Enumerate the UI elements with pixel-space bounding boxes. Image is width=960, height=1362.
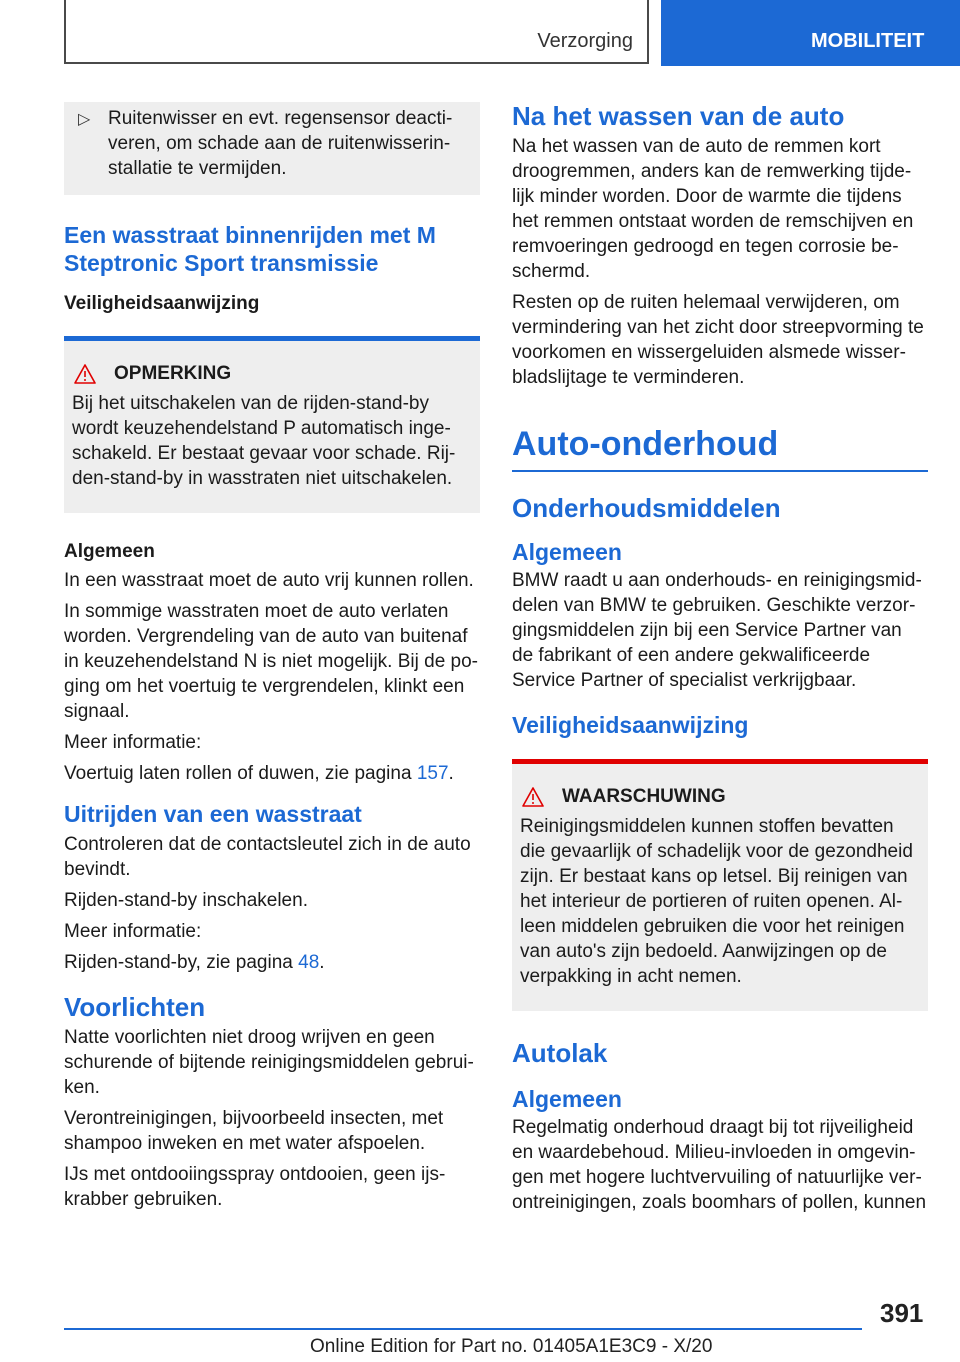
paragraph: Meer informatie:: [64, 732, 202, 753]
footer-edition: Online Edition for Part no. 01405A1E3C9 - X/20: [310, 1336, 713, 1357]
paragraph-with-link: Rijden-stand-by, zie pagina 48.: [64, 952, 325, 973]
header-section-box: [64, 0, 649, 64]
left-column: [64, 102, 480, 1218]
paragraph: Rijden-stand-by inschakelen.: [64, 890, 308, 911]
right-column: [512, 100, 928, 1221]
heading-auto-onderhoud: Auto-onderhoud: [512, 425, 779, 463]
heading-na-wassen: Na het wassen van de auto: [512, 101, 845, 131]
warning-text: Reinigingsmiddelen kunnen stoffen bevatten die gevaarlijk of schadelijk voor de gezondheid zijn. Er bestaat kans op letsel. Bij reinigen van het interieur de portieren of ruiten openen. Al-leen middelen gebruiken die voor het reinigen van auto's zijn bedoeld. Aanwijzingen op de verpakking in acht nemen.: [520, 816, 913, 987]
paragraph: Regelmatig onderhoud draagt bij tot rijveiligheid en waardebehoud. Milieu-invloeden in omgevin-gen met hogere luchtvervuiling of natuurlijke ver-ontreinigingen, zoals boomhars of pollen, kunnen: [512, 1117, 927, 1213]
heading-onderhoudsmiddelen: Onderhoudsmiddelen: [512, 493, 781, 523]
safety-label: Veiligheidsaanwijzing: [64, 293, 260, 314]
warning-triangle-icon: [74, 364, 96, 384]
reference-text: Rijden-stand-by, zie pagina: [64, 952, 299, 973]
heading-algemeen: Algemeen: [512, 1086, 622, 1112]
page-number: 391: [880, 1298, 924, 1328]
paragraph-with-link: Voertuig laten rollen of duwen, zie pagina 157.: [64, 763, 454, 784]
step-text: Ruitenwisser en evt. regensensor deacti-veren, om schade aan de ruitenwisserin-stallatie te vermijden.: [108, 108, 453, 179]
warning-header: [520, 786, 920, 808]
footer-rule: [64, 1328, 862, 1330]
warning-title: WAARSCHUWING: [562, 786, 726, 807]
paragraph: Resten op de ruiten helemaal verwijderen, om vermindering van het zicht door streepvorming te voorkomen en wissergeluiden alsmede wisser-bladslijtage te verminderen.: [512, 292, 924, 388]
instruction-step: [64, 102, 480, 195]
warning-triangle-icon: [522, 787, 544, 807]
page-link-157[interactable]: 157: [416, 763, 449, 784]
paragraph: In een wasstraat moet de auto vrij kunnen rollen.: [64, 570, 474, 591]
notice-box: [64, 336, 480, 513]
heading-voorlichten: Voorlichten: [64, 992, 206, 1022]
warning-box: [512, 759, 928, 1011]
paragraph: Natte voorlichten niet droog wrijven en geen schurende of bijtende reinigingsmiddelen gebrui-ken.: [64, 1027, 474, 1098]
paragraph: Verontreinigingen, bijvoorbeeld insecten, met shampoo inweken en met water afspoelen.: [64, 1108, 444, 1154]
heading-algemeen: Algemeen: [512, 539, 622, 565]
paragraph: Meer informatie:: [64, 921, 202, 942]
header-section-title: Verzorging: [537, 30, 633, 52]
heading-wasstraat: Een wasstraat binnenrijden met M Steptronic Sport transmissie: [64, 222, 436, 276]
paragraph: In sommige wasstraten moet de auto verlaten worden. Vergrendeling van de auto van buitenaf in keuzehendelstand N is niet mogelijk. Bij de po-ging om het voertuig te vergrendelen, klinkt een signaal.: [64, 601, 479, 722]
paragraph: BMW raadt u aan onderhouds- en reinigingsmid-delen van BMW te gebruiken. Geschikte verzor-gingsmiddelen zijn bij een Service Partner van de fabrikant of een andere gekwalificeerde Service Partner of specialist verkrijgbaar.: [512, 570, 922, 691]
algemeen-label: Algemeen: [64, 541, 155, 562]
notice-text: Bij het uitschakelen van de rijden-stand-by wordt keuzehendelstand P automatisch inge-schakeld. Er bestaat gevaar voor schade. Rij-den-stand-by in wasstraten niet uitschakelen.: [72, 393, 456, 489]
header-chapter-tab[interactable]: MOBILITEIT: [661, 0, 960, 66]
paragraph: Controleren dat de contactsleutel zich in de auto bevindt.: [64, 834, 471, 880]
reference-text: Voertuig laten rollen of duwen, zie pagina: [64, 763, 417, 784]
notice-title: OPMERKING: [114, 363, 232, 384]
paragraph: IJs met ontdooiingsspray ontdooien, geen ijs-krabber gebruiken.: [64, 1164, 446, 1210]
heading-veiligheid: Veiligheidsaanwijzing: [512, 712, 749, 738]
paragraph: Na het wassen van de auto de remmen kort droogremmen, anders kan de remwerking tijde-lijk minder worden. Door de warmte die tijdens het remmen ontstaat worden de remschijven en remvoeringen gedroogd en tegen corrosie be-schermd.: [512, 136, 914, 282]
heading-autolak: Autolak: [512, 1038, 608, 1068]
page-link-48[interactable]: 48: [298, 952, 320, 973]
step-triangle-icon: ▷: [78, 111, 91, 128]
notice-header: [72, 363, 472, 385]
section-divider: [512, 470, 928, 472]
heading-uitrijden: Uitrijden van een wasstraat: [64, 801, 362, 827]
